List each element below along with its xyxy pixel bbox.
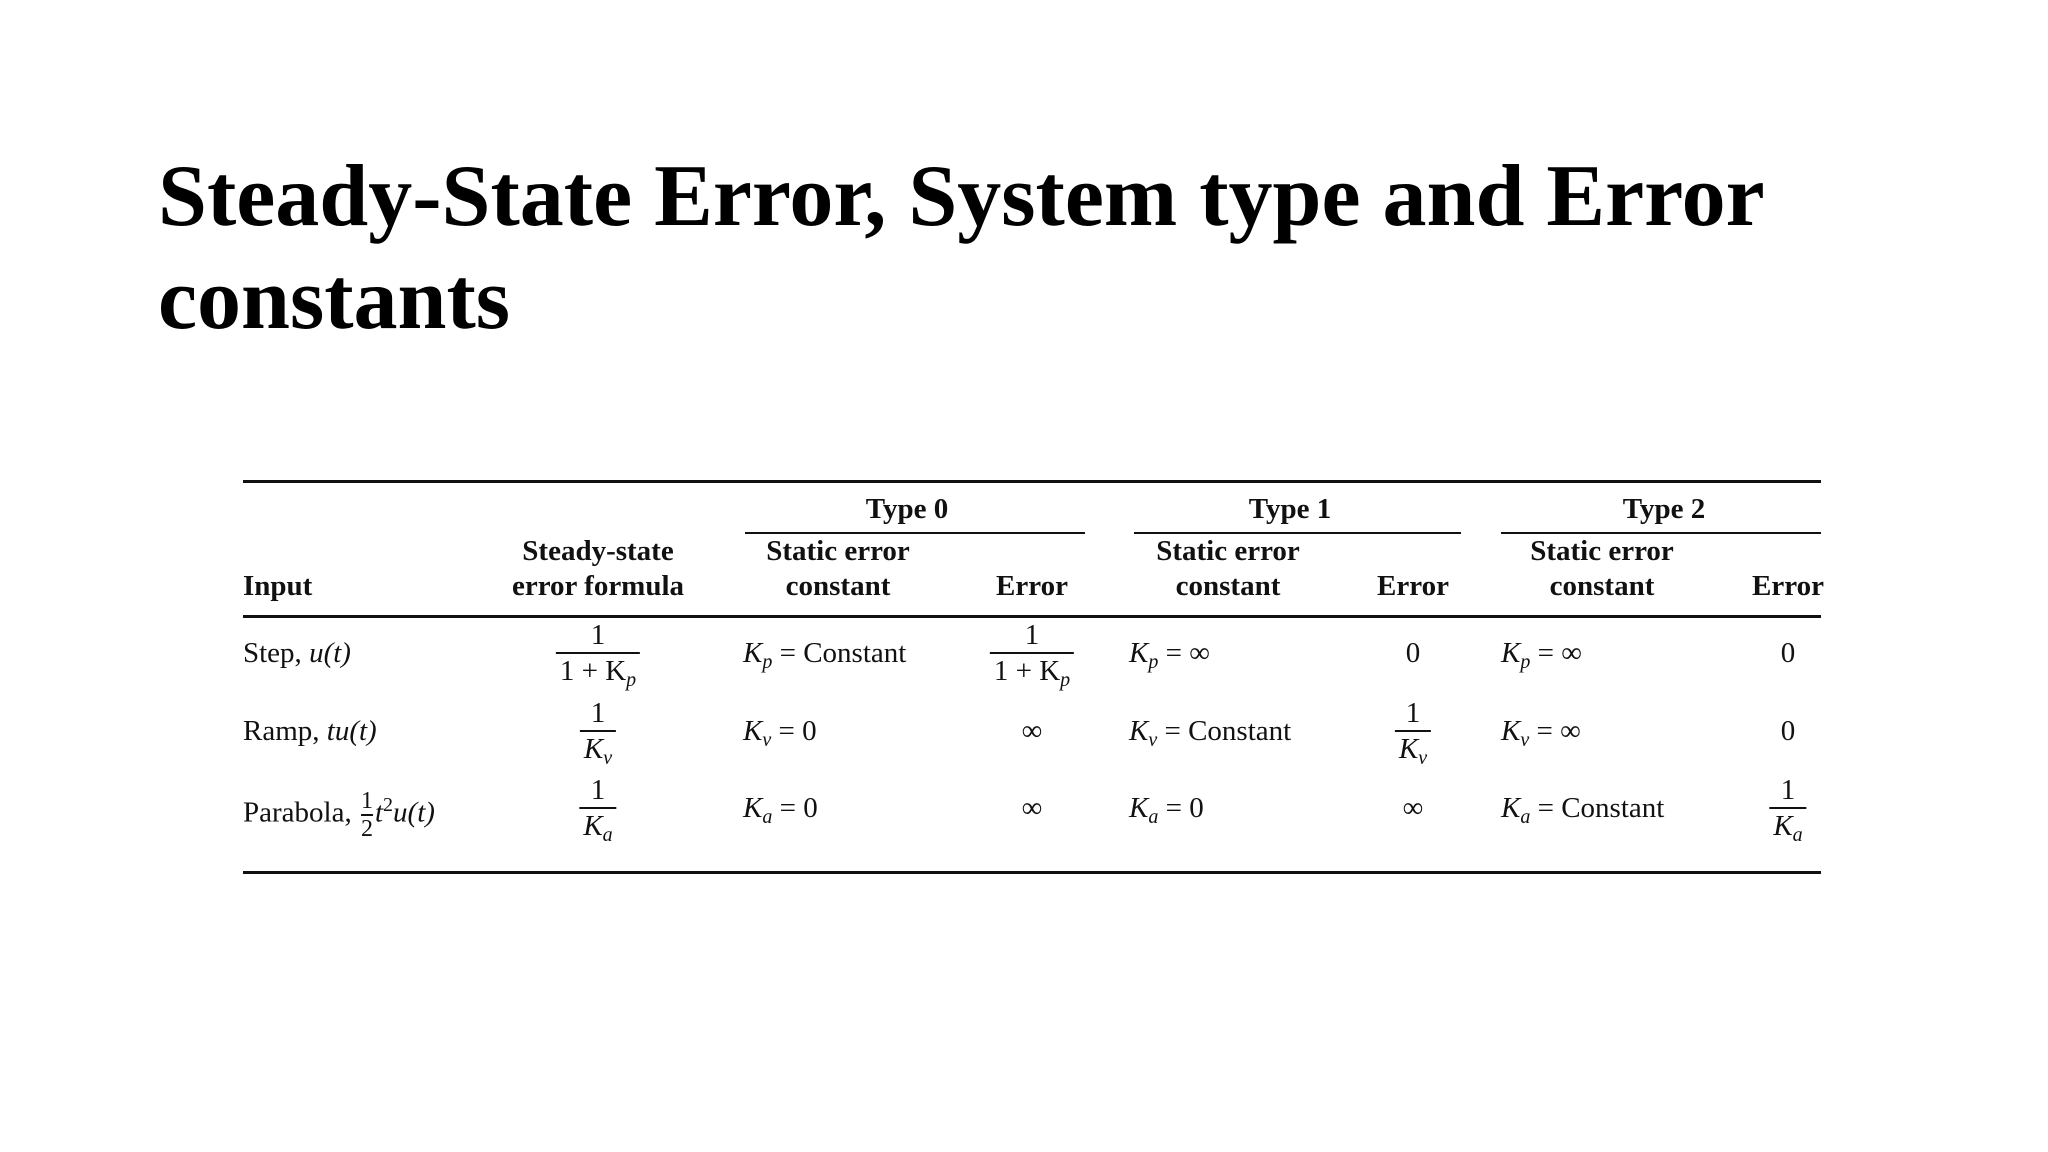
table-top-rule bbox=[243, 480, 1821, 483]
table-row-ramp-type0-error: ∞ bbox=[1021, 715, 1043, 747]
header-type1-static-line1: Static error bbox=[1156, 535, 1300, 567]
steady-state-error-table bbox=[243, 480, 1824, 875]
table-row-parabola-formula: 1 $K_a$ bbox=[579, 773, 616, 843]
header-type1-static-line2: constant bbox=[1175, 570, 1281, 602]
table-row-parabola-type2-constant: $K_a$ = Constant bbox=[1501, 792, 1665, 828]
table-row-step-formula: 1 $1 + K_p$ bbox=[556, 618, 640, 688]
table-row-parabola-type0-constant: $K_a = 0$ bbox=[743, 792, 818, 828]
header-type2: Type 2 bbox=[1622, 493, 1706, 525]
header-input: Input bbox=[243, 570, 313, 602]
table-row-parabola-type1-error: ∞ bbox=[1402, 792, 1424, 824]
table-bottom-rule bbox=[243, 871, 1821, 874]
table-row-step-type1-error: 0 bbox=[1405, 637, 1421, 669]
table-row-step-type2-error: 0 bbox=[1780, 637, 1796, 669]
header-type0-error: Error bbox=[996, 570, 1068, 602]
header-type2-error: Error bbox=[1752, 570, 1824, 602]
header-formula-line2: error formula bbox=[511, 570, 685, 602]
header-formula-line1: Steady-state bbox=[522, 535, 674, 567]
header-type0-static-line1: Static error bbox=[766, 535, 910, 567]
header-type2-static-line1: Static error bbox=[1530, 535, 1674, 567]
table-row-parabola-type1-constant: $K_a = 0$ bbox=[1129, 792, 1204, 828]
header-type1-error: Error bbox=[1377, 570, 1449, 602]
table-row-ramp-type0-constant: $K_v = 0$ bbox=[743, 715, 817, 751]
table-row-ramp-type1-error: 1 $K_v$ bbox=[1395, 696, 1431, 766]
table-row-step-type2-constant: $K_p$ = ∞ bbox=[1501, 637, 1582, 673]
table-row-parabola-type0-error: ∞ bbox=[1021, 792, 1043, 824]
slide-title: Steady-State Error, System type and Error constants bbox=[158, 148, 1764, 348]
header-type0-static-line2: constant bbox=[785, 570, 891, 602]
table-row-step-type0-error: 1 $1 + K_p$ bbox=[990, 618, 1074, 688]
half-fraction: $\frac{1}{2}$ bbox=[360, 788, 373, 842]
header-type0: Type 0 bbox=[865, 493, 949, 525]
table-row-step-type0-constant: $K_p$ = Constant bbox=[743, 637, 907, 673]
table-row-ramp-type1-constant: $K_v$ = Constant bbox=[1129, 715, 1292, 751]
table-row-step-type1-constant: $K_p$ = ∞ bbox=[1129, 637, 1210, 673]
table-row-ramp-formula: 1 $K_v$ bbox=[580, 696, 616, 766]
table-row-ramp-type2-constant: $K_v$ = ∞ bbox=[1501, 715, 1581, 751]
header-type2-static-line2: constant bbox=[1549, 570, 1655, 602]
table-row-step-input: Step, u(t) bbox=[243, 637, 351, 669]
table-row-ramp-input: Ramp, tu(t) bbox=[243, 715, 377, 747]
table-row-ramp-type2-error: 0 bbox=[1780, 715, 1796, 747]
table-row-parabola-input: Parabola, $\frac{1}{2}$ $t^2u(t)$ bbox=[243, 788, 435, 842]
header-type1: Type 1 bbox=[1248, 493, 1332, 525]
table-row-parabola-type2-error: 1 $K_a$ bbox=[1769, 773, 1806, 843]
